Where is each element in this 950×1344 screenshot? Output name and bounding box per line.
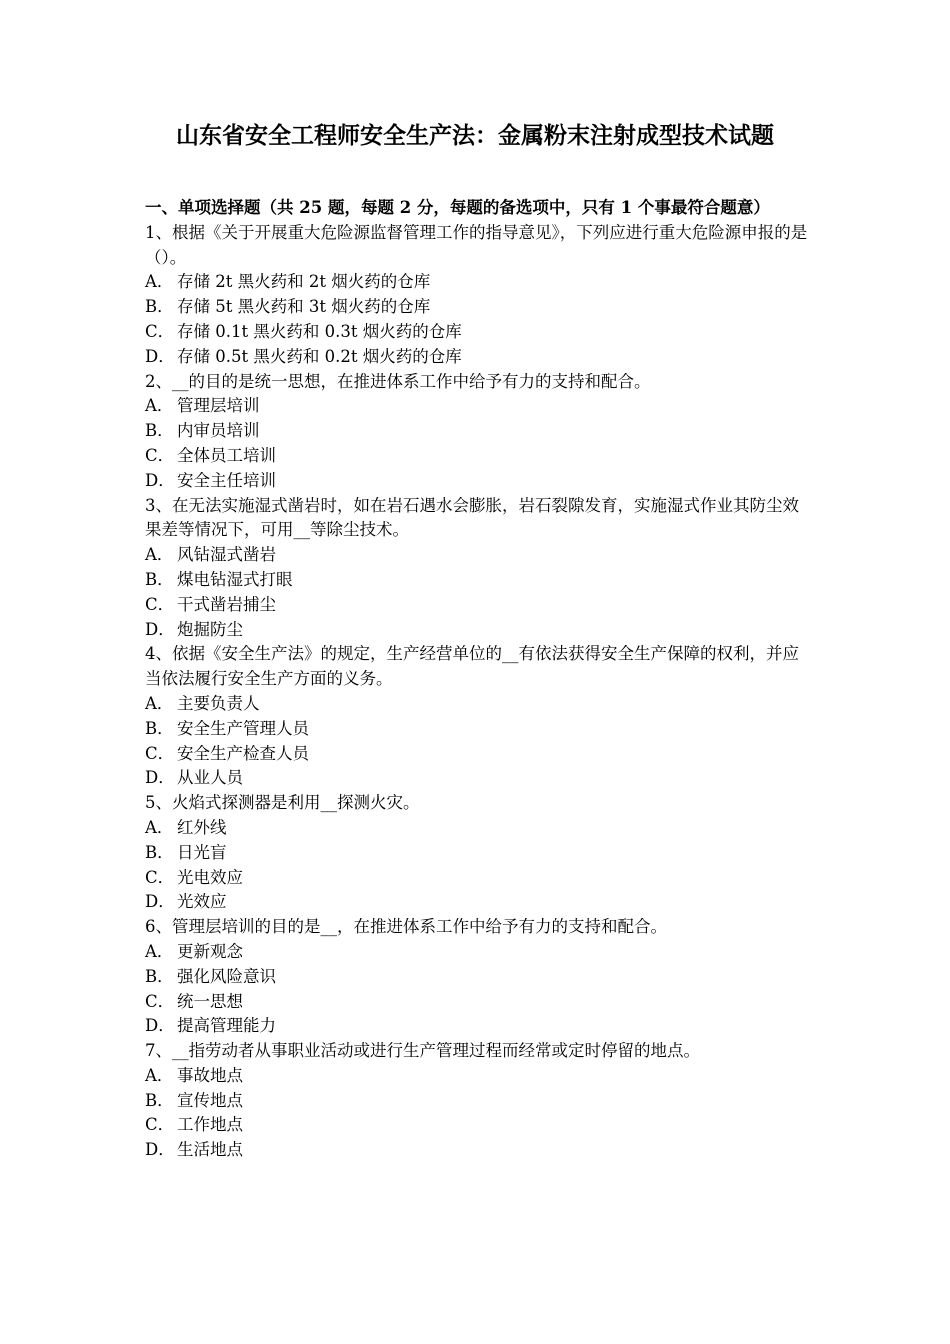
- option-text: 管理层培训: [177, 396, 260, 416]
- question-text: 2、__的目的是统一思想，在推进体系工作中给予有力的支持和配合。: [145, 371, 651, 391]
- question-text: 6、管理层培训的目的是__，在推进体系工作中给予有力的支持和配合。: [145, 917, 667, 937]
- option-letter: B．: [145, 569, 174, 589]
- option-c: [145, 866, 810, 891]
- option-letter: C．: [145, 867, 175, 887]
- option-text: 煤电钻湿式打眼: [177, 569, 293, 589]
- question-text: 7、__指劳动者从事职业活动或进行生产管理过程而经常或定时停留的地点。: [145, 1041, 700, 1061]
- option-text: 存储 2t 黑火药和 2t 烟火药的仓库: [177, 272, 431, 292]
- option-d: [145, 618, 810, 643]
- option-letter: D．: [145, 470, 175, 490]
- question-3: [145, 494, 810, 643]
- question-2: [145, 370, 810, 494]
- option-d: [145, 345, 810, 370]
- question-6: [145, 915, 810, 1039]
- option-letter: B．: [145, 842, 174, 862]
- section-heading: 一、单项选择题（共 25 题，每题 2 分，每题的备选项中，只有 1 个事最符合题意）: [145, 198, 770, 217]
- option-d: [145, 890, 810, 915]
- option-b: [145, 965, 810, 990]
- option-b: [145, 295, 810, 320]
- option-c: [145, 990, 810, 1015]
- option-c: [145, 593, 810, 618]
- option-text: 内审员培训: [177, 421, 260, 441]
- option-d: [145, 1014, 810, 1039]
- option-a: [145, 270, 810, 295]
- option-text: 光电效应: [177, 867, 243, 887]
- option-list: [145, 1064, 810, 1163]
- option-a: [145, 543, 810, 568]
- option-letter: B．: [145, 421, 174, 441]
- option-text: 事故地点: [177, 1065, 243, 1085]
- option-letter: D．: [145, 346, 175, 366]
- document-body: [145, 196, 810, 1163]
- question-4: [145, 642, 810, 791]
- question-text: 3、在无法实施湿式凿岩时，如在岩石遇水会膨胀，岩石裂隙发育，实施湿式作业其防尘效果差等情况下，可用__等除尘技术。: [145, 495, 799, 540]
- option-text: 更新观念: [177, 941, 243, 961]
- option-letter: C．: [145, 1115, 175, 1135]
- option-text: 存储 0.5t 黑火药和 0.2t 烟火药的仓库: [177, 346, 462, 366]
- question-text: 5、火焰式探测器是利用__探测火灾。: [145, 793, 420, 813]
- option-letter: B．: [145, 1090, 174, 1110]
- option-letter: A．: [145, 272, 174, 292]
- question-text: 4、依据《安全生产法》的规定，生产经营单位的__有依法获得安全生产保障的权利，并应当依法履行安全生产方面的义务。: [145, 644, 799, 689]
- option-text: 强化风险意识: [177, 966, 276, 986]
- question-text: 1、根据《关于开展重大危险源监督管理工作的指导意见》，下列应进行重大危险源申报的是（）。: [145, 222, 808, 267]
- option-a: [145, 816, 810, 841]
- option-text: 统一思想: [177, 991, 243, 1011]
- option-letter: A．: [145, 1065, 174, 1085]
- option-letter: D．: [145, 892, 175, 912]
- option-a: [145, 1064, 810, 1089]
- option-text: 干式凿岩捕尘: [177, 594, 276, 614]
- option-text: 光效应: [177, 892, 227, 912]
- option-text: 安全生产检查人员: [177, 743, 309, 763]
- question-5: [145, 791, 810, 915]
- option-text: 工作地点: [177, 1115, 243, 1135]
- option-text: 风钻湿式凿岩: [177, 545, 276, 565]
- option-d: [145, 469, 810, 494]
- option-letter: C．: [145, 991, 175, 1011]
- option-text: 安全生产管理人员: [177, 718, 309, 738]
- option-list: [145, 940, 810, 1039]
- option-list: [145, 543, 810, 642]
- option-a: [145, 692, 810, 717]
- option-b: [145, 717, 810, 742]
- option-list: [145, 394, 810, 493]
- option-letter: A．: [145, 817, 174, 837]
- option-text: 存储 5t 黑火药和 3t 烟火药的仓库: [177, 297, 431, 317]
- option-letter: A．: [145, 693, 174, 713]
- option-list: [145, 816, 810, 915]
- option-b: [145, 419, 810, 444]
- option-text: 从业人员: [177, 768, 243, 788]
- option-b: [145, 568, 810, 593]
- option-letter: C．: [145, 445, 175, 465]
- option-letter: D．: [145, 1016, 175, 1036]
- option-letter: B．: [145, 718, 174, 738]
- option-text: 日光盲: [177, 842, 227, 862]
- option-letter: D．: [145, 768, 175, 788]
- option-b: [145, 1089, 810, 1114]
- option-c: [145, 742, 810, 767]
- option-text: 存储 0.1t 黑火药和 0.3t 烟火药的仓库: [177, 321, 462, 341]
- option-letter: B．: [145, 297, 174, 317]
- option-d: [145, 766, 810, 791]
- option-c: [145, 444, 810, 469]
- option-b: [145, 841, 810, 866]
- option-c: [145, 320, 810, 345]
- option-list: [145, 692, 810, 791]
- option-text: 红外线: [177, 817, 227, 837]
- option-text: 炮掘防尘: [177, 619, 243, 639]
- option-letter: A．: [145, 941, 174, 961]
- option-letter: D．: [145, 619, 175, 639]
- option-letter: C．: [145, 594, 175, 614]
- option-text: 全体员工培训: [177, 445, 276, 465]
- option-d: [145, 1138, 810, 1163]
- question-1: [145, 221, 810, 370]
- option-text: 主要负责人: [177, 693, 260, 713]
- option-letter: A．: [145, 545, 174, 565]
- option-letter: B．: [145, 966, 174, 986]
- option-letter: A．: [145, 396, 174, 416]
- option-text: 宣传地点: [177, 1090, 243, 1110]
- option-a: [145, 394, 810, 419]
- question-7: [145, 1039, 810, 1163]
- option-text: 生活地点: [177, 1140, 243, 1160]
- option-list: [145, 270, 810, 369]
- option-a: [145, 940, 810, 965]
- option-text: 提高管理能力: [177, 1016, 276, 1036]
- option-letter: C．: [145, 321, 175, 341]
- option-text: 安全主任培训: [177, 470, 276, 490]
- option-c: [145, 1113, 810, 1138]
- option-letter: C．: [145, 743, 175, 763]
- document-title: 山东省安全工程师安全生产法：金属粉末注射成型技术试题: [176, 122, 774, 149]
- option-letter: D．: [145, 1140, 175, 1160]
